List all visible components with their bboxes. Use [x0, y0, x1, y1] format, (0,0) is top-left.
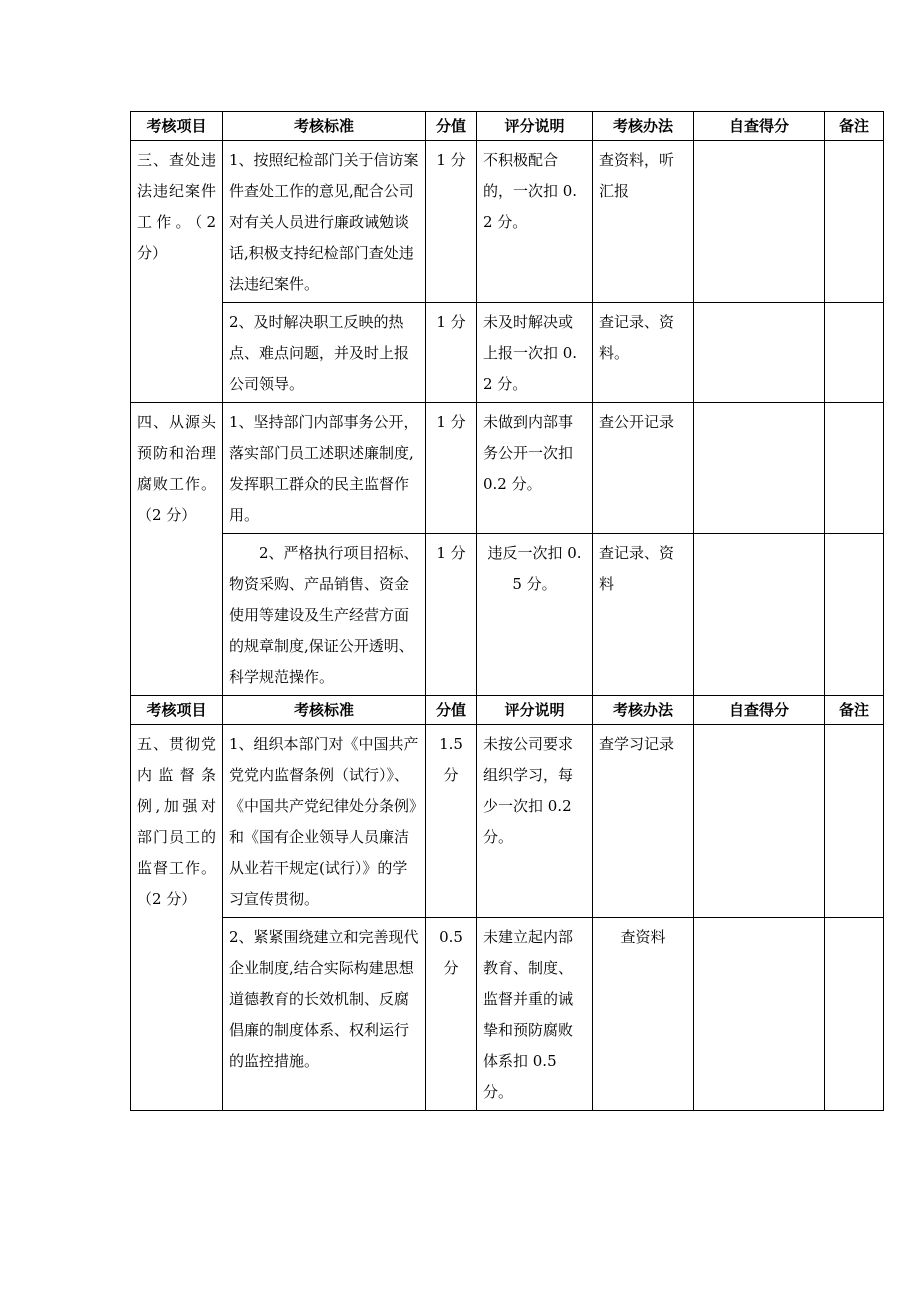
header-row: [131, 112, 884, 141]
score-cell: 1 分: [426, 534, 477, 696]
method-cell: 查公开记录: [593, 403, 694, 534]
self-score-cell[interactable]: [694, 303, 825, 403]
header-description: 评分说明: [477, 696, 593, 725]
method-cell: 查记录、资料。: [593, 303, 694, 403]
header-standard: 考核标准: [223, 112, 426, 141]
table-row: [131, 918, 884, 1111]
note-cell[interactable]: [825, 725, 884, 918]
header-self-score: 自查得分: [694, 112, 825, 141]
self-score-cell[interactable]: [694, 918, 825, 1111]
standard-cell: 1、组织本部门对《中国共产党党内监督条例（试行）》、《中国共产党纪律处分条例》和《国有企业领导人员廉洁从业若干规定(试行）》的学习宣传贯彻。: [223, 725, 426, 918]
header-row: [131, 696, 884, 725]
score-cell: 1.5 分: [426, 725, 477, 918]
assessment-item: 五、贯彻党内监督条例,加强对部门员工的监督工作。（2 分）: [131, 725, 223, 1111]
assessment-item: 三、查处违法违纪案件工作。（2分）: [131, 141, 223, 403]
standard-cell: 2、严格执行项目招标、物资采购、产品销售、资金使用等建设及生产经营方面的规章制度,保证公开透明、科学规范操作。: [223, 534, 426, 696]
header-note: 备注: [825, 112, 884, 141]
description-cell: 未建立起内部教育、制度、监督并重的诫挚和预防腐败体系扣 0.5 分。: [477, 918, 593, 1111]
header-note: 备注: [825, 696, 884, 725]
score-cell: 1 分: [426, 303, 477, 403]
assessment-item: 四、从源头预防和治理腐败工作。（2 分）: [131, 403, 223, 696]
description-cell: 未按公司要求组织学习，每少一次扣 0.2 分。: [477, 725, 593, 918]
note-cell[interactable]: [825, 403, 884, 534]
header-method: 考核办法: [593, 112, 694, 141]
table-row: [131, 303, 884, 403]
header-score: 分值: [426, 696, 477, 725]
header-self-score: 自查得分: [694, 696, 825, 725]
header-item: 考核项目: [131, 112, 223, 141]
standard-cell: 2、及时解决职工反映的热点、难点问题，并及时上报公司领导。: [223, 303, 426, 403]
description-cell: 违反一次扣 0.5 分。: [477, 534, 593, 696]
standard-cell: 2、紧紧围绕建立和完善现代企业制度,结合实际构建思想道德教育的长效机制、反腐倡廉的制度体系、权利运行的监控措施。: [223, 918, 426, 1111]
note-cell[interactable]: [825, 303, 884, 403]
description-cell: 未及时解决或上报一次扣 0.2 分。: [477, 303, 593, 403]
header-score: 分值: [426, 112, 477, 141]
description-cell: 未做到内部事务公开一次扣 0.2 分。: [477, 403, 593, 534]
header-method: 考核办法: [593, 696, 694, 725]
note-cell[interactable]: [825, 534, 884, 696]
description-cell: 不积极配合的，一次扣 0.2 分。: [477, 141, 593, 303]
method-cell: 查资料，听汇报: [593, 141, 694, 303]
self-score-cell[interactable]: [694, 725, 825, 918]
header-description: 评分说明: [477, 112, 593, 141]
assessment-table: [130, 111, 884, 1111]
method-cell: 查学习记录: [593, 725, 694, 918]
score-cell: 0.5 分: [426, 918, 477, 1111]
self-score-cell[interactable]: [694, 141, 825, 303]
score-cell: 1 分: [426, 403, 477, 534]
standard-cell: 1、按照纪检部门关于信访案件查处工作的意见,配合公司对有关人员进行廉政诫勉谈话,积极支持纪检部门查处违法违纪案件。: [223, 141, 426, 303]
header-item: 考核项目: [131, 696, 223, 725]
header-standard: 考核标准: [223, 696, 426, 725]
method-cell: 查资料: [593, 918, 694, 1111]
note-cell[interactable]: [825, 918, 884, 1111]
note-cell[interactable]: [825, 141, 884, 303]
table-row: [131, 534, 884, 696]
self-score-cell[interactable]: [694, 534, 825, 696]
table-row: [131, 725, 884, 918]
table-row: [131, 141, 884, 303]
method-cell: 查记录、资料: [593, 534, 694, 696]
self-score-cell[interactable]: [694, 403, 825, 534]
standard-cell: 1、坚持部门内部事务公开，落实部门员工述职述廉制度,发挥职工群众的民主监督作用。: [223, 403, 426, 534]
table-row: [131, 403, 884, 534]
score-cell: 1 分: [426, 141, 477, 303]
